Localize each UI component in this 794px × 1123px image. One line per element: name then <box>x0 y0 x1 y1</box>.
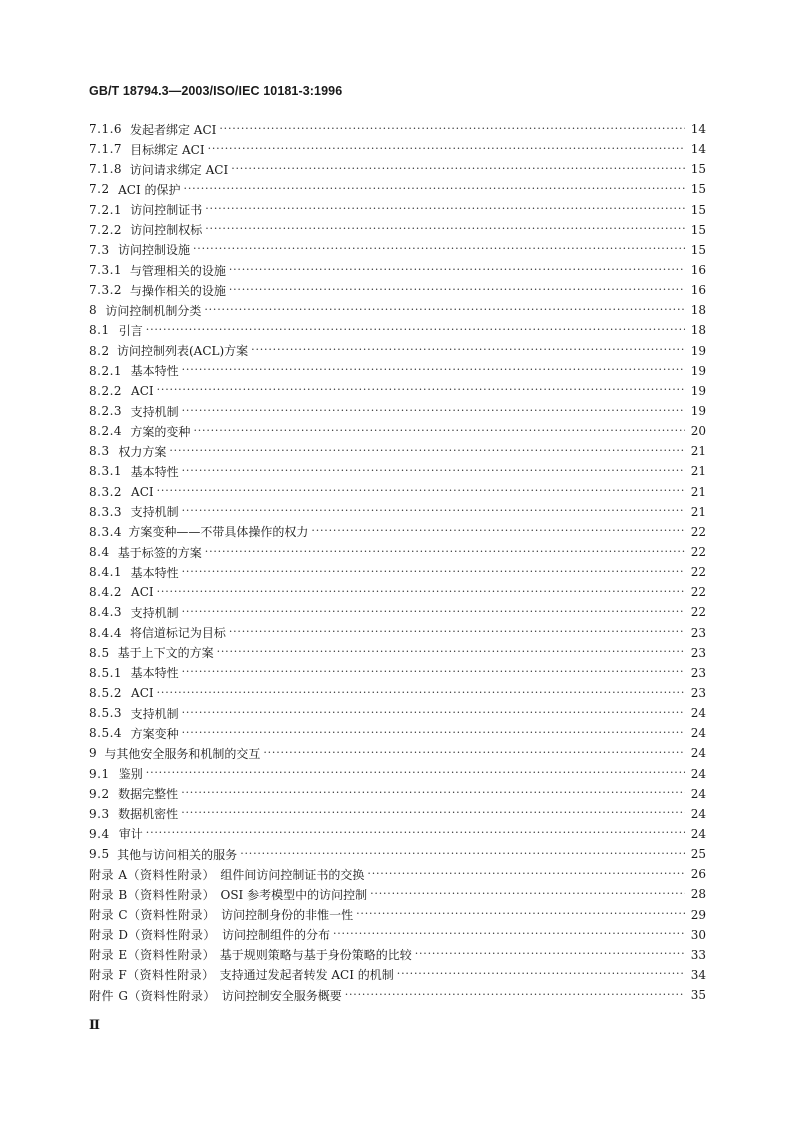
toc-entry[interactable] <box>89 502 706 522</box>
toc-dot-leader <box>263 746 685 759</box>
toc-entry-page: 24 <box>690 726 706 741</box>
toc-entry-number: 附件 G（资料性附录） <box>89 988 216 1003</box>
toc-entry-title: 支持机制 <box>130 404 179 419</box>
toc-dot-leader <box>205 545 685 558</box>
toc-dot-leader <box>217 645 685 658</box>
toc-entry-page: 19 <box>690 404 706 419</box>
toc-entry[interactable] <box>89 179 706 199</box>
toc-entry-number: 8.2.2 <box>89 383 123 398</box>
toc-dot-leader <box>182 464 685 477</box>
toc-entry-number: 9.5 <box>89 847 110 862</box>
toc-entry-title: 访问控制证书 <box>130 203 203 218</box>
document-header: GB/T 18794.3—2003/ISO/IEC 10181-3:1996 <box>89 84 343 98</box>
toc-entry-number: 8.5.2 <box>89 686 123 700</box>
toc-entry-page: 15 <box>690 242 706 257</box>
toc-entry-page: 22 <box>690 545 706 560</box>
toc-dot-leader <box>356 907 685 920</box>
toc-entry-page: 23 <box>690 625 706 640</box>
toc-entry[interactable] <box>89 804 706 824</box>
toc-entry-title: 与操作相关的设施 <box>129 283 226 298</box>
toc-dot-leader <box>157 585 685 598</box>
page-number: Ⅱ <box>89 1018 100 1033</box>
toc-entry-number: 7.2 <box>89 182 110 197</box>
toc-entry-page: 22 <box>690 605 706 620</box>
toc-entry-number: 7.2.1 <box>89 202 123 217</box>
toc-entry-title: ACI 的保护 <box>118 182 181 197</box>
toc-entry-title: 目标绑定 ACI <box>130 142 205 157</box>
toc-dot-leader <box>157 484 685 497</box>
toc-dot-leader <box>333 927 685 940</box>
toc-entry-title: 访问控制机制分类 <box>105 303 202 318</box>
toc-entry-number: 7.1.7 <box>89 142 123 157</box>
toc-entry-number: 8.3.1 <box>89 464 123 479</box>
toc-entry[interactable] <box>89 643 706 663</box>
toc-entry[interactable] <box>89 965 706 985</box>
toc-entry-title: 访问控制身份的非惟一性 <box>221 908 354 923</box>
toc-dot-leader <box>182 726 685 739</box>
toc-entry-title: ACI <box>131 686 154 700</box>
toc-entry-title: 数据机密性 <box>118 807 179 822</box>
toc-dot-leader <box>204 303 685 316</box>
toc-entry-number: 附录 D（资料性附录） <box>89 928 216 943</box>
toc-entry-number: 7.2.2 <box>89 222 123 237</box>
toc-entry[interactable] <box>89 764 706 784</box>
toc-entry[interactable] <box>89 945 706 965</box>
toc-entry-title: 访问请求绑定 ACI <box>129 162 229 177</box>
toc-entry-page: 15 <box>690 222 706 237</box>
toc-entry-title: 基于上下文的方案 <box>117 646 214 661</box>
toc-entry-number: 7.3.1 <box>89 263 123 278</box>
toc-dot-leader <box>229 625 685 638</box>
toc-dot-leader <box>182 404 685 417</box>
toc-entry-title: 审计 <box>118 827 143 842</box>
toc-entry[interactable] <box>89 562 706 582</box>
toc-entry-page: 14 <box>690 142 706 157</box>
toc-entry-page: 21 <box>690 464 706 479</box>
toc-entry-page: 24 <box>690 826 706 841</box>
toc-entry-page: 24 <box>690 786 706 801</box>
toc-entry-title: 数据完整性 <box>118 787 179 802</box>
toc-entry-title: 支持机制 <box>130 605 179 620</box>
toc-entry[interactable] <box>89 220 706 240</box>
toc-entry-title: 发起者绑定 ACI <box>129 122 217 137</box>
toc-entry[interactable] <box>89 844 706 864</box>
toc-entry[interactable] <box>89 824 706 844</box>
toc-entry-number: 8.5.1 <box>89 665 123 680</box>
toc-entry-page: 29 <box>690 907 706 922</box>
toc-entry-page: 22 <box>690 524 706 539</box>
toc-entry-title: 基本特性 <box>130 565 179 580</box>
toc-dot-leader <box>231 162 685 175</box>
toc-entry-title: OSI 参考模型中的访问控制 <box>220 887 368 902</box>
toc-entry[interactable] <box>89 602 706 622</box>
toc-entry-number: 8.5.3 <box>89 706 123 721</box>
toc-entry-number: 8.5 <box>89 645 110 660</box>
toc-entry[interactable] <box>89 522 706 542</box>
toc-entry-title: 访问控制安全服务概要 <box>221 988 342 1003</box>
toc-entry-page: 19 <box>690 343 706 358</box>
toc-entry-title: 基本特性 <box>130 666 179 681</box>
toc-dot-leader <box>182 706 685 719</box>
toc-entry-number: 9.1 <box>89 766 110 781</box>
toc-entry-number: 8.4.1 <box>89 565 123 580</box>
toc-dot-leader <box>345 988 685 1001</box>
toc-entry-page: 24 <box>690 806 706 821</box>
toc-entry-number: 8.4.4 <box>89 625 123 640</box>
toc-entry-title: 基本特性 <box>130 364 179 379</box>
toc-entry[interactable] <box>89 542 706 562</box>
toc-entry-number: 7.1.8 <box>89 162 123 177</box>
toc-entry[interactable] <box>89 200 706 220</box>
toc-dot-leader <box>229 263 685 276</box>
toc-entry-title: 支持机制 <box>130 505 179 520</box>
toc-dot-leader <box>219 122 685 135</box>
toc-dot-leader <box>205 202 685 215</box>
toc-entry-page: 23 <box>690 665 706 680</box>
toc-dot-leader <box>184 182 685 195</box>
toc-entry[interactable] <box>89 683 706 703</box>
toc-entry-page: 18 <box>690 323 706 338</box>
toc-entry-title: 方案的变种 <box>130 424 191 439</box>
toc-entry[interactable] <box>89 421 706 441</box>
toc-entry[interactable] <box>89 240 706 260</box>
toc-entry-page: 24 <box>690 746 706 761</box>
toc-entry-page: 23 <box>690 645 706 660</box>
toc-entry[interactable] <box>89 985 706 1005</box>
toc-entry-number: 附录 B（资料性附录） <box>89 887 216 902</box>
toc-dot-leader <box>370 887 685 900</box>
toc-entry-number: 8 <box>89 303 98 318</box>
toc-entry-title: 访问控制权标 <box>130 223 203 238</box>
toc-entry-number: 8.3.3 <box>89 504 123 519</box>
toc-entry[interactable] <box>89 381 706 401</box>
toc-entry-title: 访问控制设施 <box>117 243 190 258</box>
toc-entry-title: 基于标签的方案 <box>117 545 202 560</box>
toc-entry[interactable] <box>89 461 706 481</box>
toc-entry-page: 24 <box>690 766 706 781</box>
toc-entry[interactable] <box>89 723 706 743</box>
toc-entry-page: 16 <box>690 283 706 298</box>
toc-entry-number: 8.2.3 <box>89 404 123 419</box>
toc-dot-leader <box>193 242 685 255</box>
toc-dot-leader <box>181 806 685 819</box>
toc-entry-page: 15 <box>690 162 706 177</box>
toc-entry-title: 基本特性 <box>130 464 179 479</box>
toc-entry[interactable] <box>89 582 706 602</box>
toc-entry-number: 7.3 <box>89 242 110 257</box>
toc-entry-title: 支持通过发起者转发 ACI 的机制 <box>219 968 394 983</box>
toc-entry-page: 35 <box>690 988 706 1003</box>
toc-entry-number: 附录 F（资料性附录） <box>89 968 215 983</box>
toc-entry-page: 21 <box>690 504 706 519</box>
toc-dot-leader <box>157 686 685 699</box>
toc-entry[interactable] <box>89 119 706 139</box>
toc-entry-title: 与其他安全服务和机制的交互 <box>104 746 261 761</box>
toc-entry-title: 引言 <box>118 323 143 338</box>
toc-entry-page: 16 <box>690 263 706 278</box>
toc-entry-page: 22 <box>690 565 706 580</box>
toc-entry-page: 30 <box>690 927 706 942</box>
toc-entry[interactable] <box>89 482 706 502</box>
toc-entry-page: 33 <box>690 947 706 962</box>
toc-dot-leader <box>182 565 685 578</box>
toc-entry-page: 19 <box>690 383 706 398</box>
toc-entry-number: 7.3.2 <box>89 283 123 298</box>
toc-entry-number: 附录 E（资料性附录） <box>89 948 216 963</box>
toc-entry-number: 附录 A（资料性附录） <box>89 867 215 882</box>
toc-entry-number: 附录 C（资料性附录） <box>89 908 216 923</box>
toc-entry-page: 24 <box>690 706 706 721</box>
toc-dot-leader <box>182 665 685 678</box>
toc-dot-leader <box>251 343 685 356</box>
toc-entry-number: 8.2.4 <box>89 424 123 439</box>
toc-entry-page: 14 <box>690 122 706 137</box>
toc-entry-number: 8.2 <box>89 343 110 358</box>
toc-entry-number: 8.3 <box>89 444 110 459</box>
toc-entry-title: 与管理相关的设施 <box>129 263 226 278</box>
toc-entry-title: 鉴别 <box>118 767 143 782</box>
toc-entry-number: 8.3.4 <box>89 524 123 539</box>
toc-dot-leader <box>169 444 685 457</box>
toc-entry-page: 22 <box>690 585 706 600</box>
toc-entry[interactable] <box>89 401 706 421</box>
toc-entry[interactable] <box>89 703 706 723</box>
toc-entry-number: 8.4.3 <box>89 605 123 620</box>
toc-entry-number: 8.1 <box>89 323 110 338</box>
toc-entry-title: 访问控制组件的分布 <box>221 928 330 943</box>
toc-entry-title: 支持机制 <box>130 706 179 721</box>
toc-entry-number: 9.3 <box>89 806 110 821</box>
toc-entry-page: 21 <box>690 484 706 499</box>
toc-dot-leader <box>367 867 685 880</box>
toc-entry-title: 将信道标记为目标 <box>129 626 226 641</box>
toc-entry-number: 8.2.1 <box>89 363 123 378</box>
toc-entry-page: 25 <box>690 847 706 862</box>
toc-entry-page: 19 <box>690 363 706 378</box>
toc-entry-page: 18 <box>690 303 706 318</box>
toc-entry[interactable] <box>89 341 706 361</box>
toc-entry[interactable] <box>89 784 706 804</box>
toc-entry-number: 9.4 <box>89 826 110 841</box>
toc-entry-page: 34 <box>690 967 706 982</box>
toc-dot-leader <box>415 947 685 960</box>
toc-dot-leader <box>157 383 685 396</box>
toc-entry-number: 9 <box>89 746 98 761</box>
toc-entry-page: 26 <box>690 867 706 882</box>
toc-entry[interactable] <box>89 441 706 461</box>
toc-entry[interactable] <box>89 884 706 904</box>
toc-entry[interactable] <box>89 925 706 945</box>
toc-entry-number: 8.5.4 <box>89 726 123 741</box>
toc-entry-page: 15 <box>690 202 706 217</box>
toc-dot-leader <box>146 826 685 839</box>
toc-dot-leader <box>182 605 685 618</box>
toc-entry-title: 基于规则策略与基于身份策略的比较 <box>219 948 412 963</box>
toc-entry[interactable] <box>89 320 706 340</box>
toc-dot-leader <box>205 222 685 235</box>
toc-dot-leader <box>208 142 685 155</box>
toc-entry[interactable] <box>89 361 706 381</box>
toc-dot-leader <box>229 283 685 296</box>
toc-dot-leader <box>181 786 685 799</box>
toc-entry-title: 组件间访问控制证书的交换 <box>220 867 365 882</box>
toc-entry[interactable] <box>89 280 706 300</box>
toc-entry-title: 方案变种——不带具体操作的权力 <box>128 525 309 540</box>
toc-entry-page: 15 <box>690 182 706 197</box>
toc-dot-leader <box>146 323 685 336</box>
table-of-contents <box>89 119 706 1005</box>
toc-entry-page: 23 <box>690 686 706 700</box>
toc-dot-leader <box>311 524 685 537</box>
toc-entry[interactable] <box>89 864 706 884</box>
toc-entry-title: ACI <box>131 383 154 398</box>
toc-entry-title: 访问控制列表(ACL)方案 <box>116 344 249 359</box>
toc-entry-page: 28 <box>690 887 706 902</box>
toc-entry-number: 9.2 <box>89 786 110 801</box>
toc-entry[interactable] <box>89 623 706 643</box>
toc-dot-leader <box>397 967 685 980</box>
toc-entry[interactable] <box>89 663 706 683</box>
toc-entry-title: 其他与访问相关的服务 <box>117 847 238 862</box>
toc-dot-leader <box>182 504 685 517</box>
toc-dot-leader <box>240 847 685 860</box>
toc-entry[interactable] <box>89 743 706 763</box>
toc-entry-number: 8.4.2 <box>89 585 123 600</box>
toc-entry[interactable] <box>89 300 706 320</box>
toc-entry[interactable] <box>89 159 706 179</box>
toc-entry-page: 21 <box>690 444 706 459</box>
toc-dot-leader <box>146 766 685 779</box>
toc-entry-page: 20 <box>690 424 706 439</box>
toc-entry-title: 方案变种 <box>130 726 179 741</box>
toc-entry-title: ACI <box>131 585 154 600</box>
toc-entry-number: 7.1.6 <box>89 122 123 137</box>
toc-entry-number: 8.3.2 <box>89 484 123 499</box>
toc-entry[interactable] <box>89 904 706 924</box>
toc-entry[interactable] <box>89 260 706 280</box>
toc-entry-title: ACI <box>131 484 154 499</box>
toc-entry-number: 8.4 <box>89 545 110 560</box>
toc-entry[interactable] <box>89 139 706 159</box>
toc-dot-leader <box>182 363 685 376</box>
toc-entry-title: 权力方案 <box>118 444 167 459</box>
toc-dot-leader <box>193 424 685 437</box>
